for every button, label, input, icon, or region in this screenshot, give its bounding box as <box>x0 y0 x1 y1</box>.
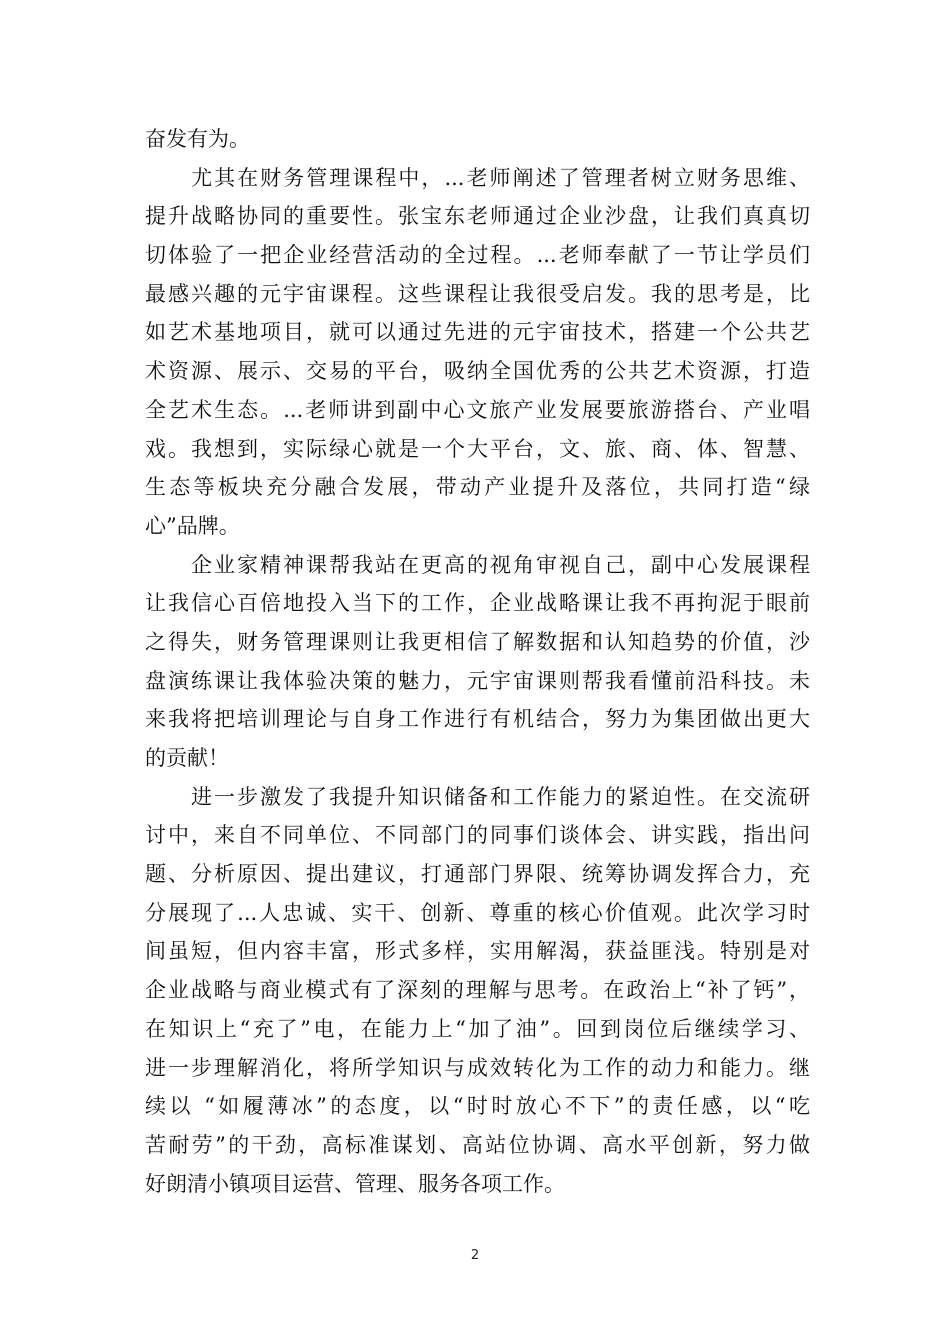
text-line: 来我将把培训理论与自身工作进行有机结合，努力为集团做出更大 <box>145 707 810 732</box>
text-line: 分展现了...人忠诚、实干、创新、尊重的核心价值观。此次学习时 <box>145 900 810 925</box>
text-line: 企业战略与商业模式有了深刻的理解与思考。在政治上“补了钙”， <box>145 978 810 1003</box>
text-line: 提升战略协同的重要性。张宝东老师通过企业沙盘，让我们真真切 <box>145 204 810 229</box>
text-line: 苦耐劳”的干劲，高标准谋划、高站位协调、高水平创新，努力做 <box>145 1132 810 1157</box>
text-line: 间虽短，但内容丰富，形式多样，实用解渴，获益匪浅。特别是对 <box>145 939 810 964</box>
text-line: 让我信心百倍地投入当下的工作，企业战略课让我不再拘泥于眼前 <box>145 591 810 616</box>
text-line: 术资源、展示、交易的平台，吸纳全国优秀的公共艺术资源，打造 <box>145 359 810 384</box>
text-line: 尤其在财务管理课程中，...老师阐述了管理者树立财务思维、 <box>145 165 810 190</box>
text-line: 续以 “如履薄冰”的态度，以“时时放心不下”的责任感，以“吃 <box>145 1094 810 1119</box>
text-line: 在知识上“充了”电，在能力上“加了油”。回到岗位后继续学习、 <box>145 1016 810 1041</box>
text-line: 讨中，来自不同单位、不同部门的同事们谈体会、讲实践，指出问 <box>145 823 810 848</box>
body-text <box>145 120 810 1203</box>
text-line: 企业家精神课帮我站在更高的视角审视自己，副中心发展课程 <box>145 552 810 577</box>
text-line: 心”品牌。 <box>145 513 240 538</box>
page-number: 2 <box>470 1248 480 1263</box>
text-line: 生态等板块充分融合发展，带动产业提升及落位，共同打造“绿 <box>145 475 810 500</box>
text-line: 戏。我想到，实际绿心就是一个大平台，文、旅、商、体、智慧、 <box>145 436 810 461</box>
text-line: 之得失，财务管理课则让我更相信了解数据和认知趋势的价值，沙 <box>145 629 810 654</box>
text-line: 题、分析原因、提出建议，打通部门界限、统筹协调发挥合力，充 <box>145 862 810 887</box>
text-line: 全艺术生态。...老师讲到副中心文旅产业发展要旅游搭台、产业唱 <box>145 397 810 422</box>
text-line: 好朗清小镇项目运营、管理、服务各项工作。 <box>145 1171 565 1196</box>
text-line: 的贡献！ <box>145 746 229 770</box>
text-line: 奋发有为。 <box>145 127 250 151</box>
text-line: 如艺术基地项目，就可以通过先进的元宇宙技术，搭建一个公共艺 <box>145 320 810 345</box>
text-line: 切体验了一把企业经营活动的全过程。...老师奉献了一节让学员们 <box>145 243 810 268</box>
text-line: 进一步激发了我提升知识储备和工作能力的紧迫性。在交流研 <box>145 784 810 809</box>
text-line: 盘演练课让我体验决策的魅力，元宇宙课则帮我看懂前沿科技。未 <box>145 668 810 693</box>
text-line: 最感兴趣的元宇宙课程。这些课程让我很受启发。我的思考是，比 <box>145 281 810 306</box>
text-line: 进一步理解消化，将所学知识与成效转化为工作的动力和能力。继 <box>145 1055 810 1080</box>
